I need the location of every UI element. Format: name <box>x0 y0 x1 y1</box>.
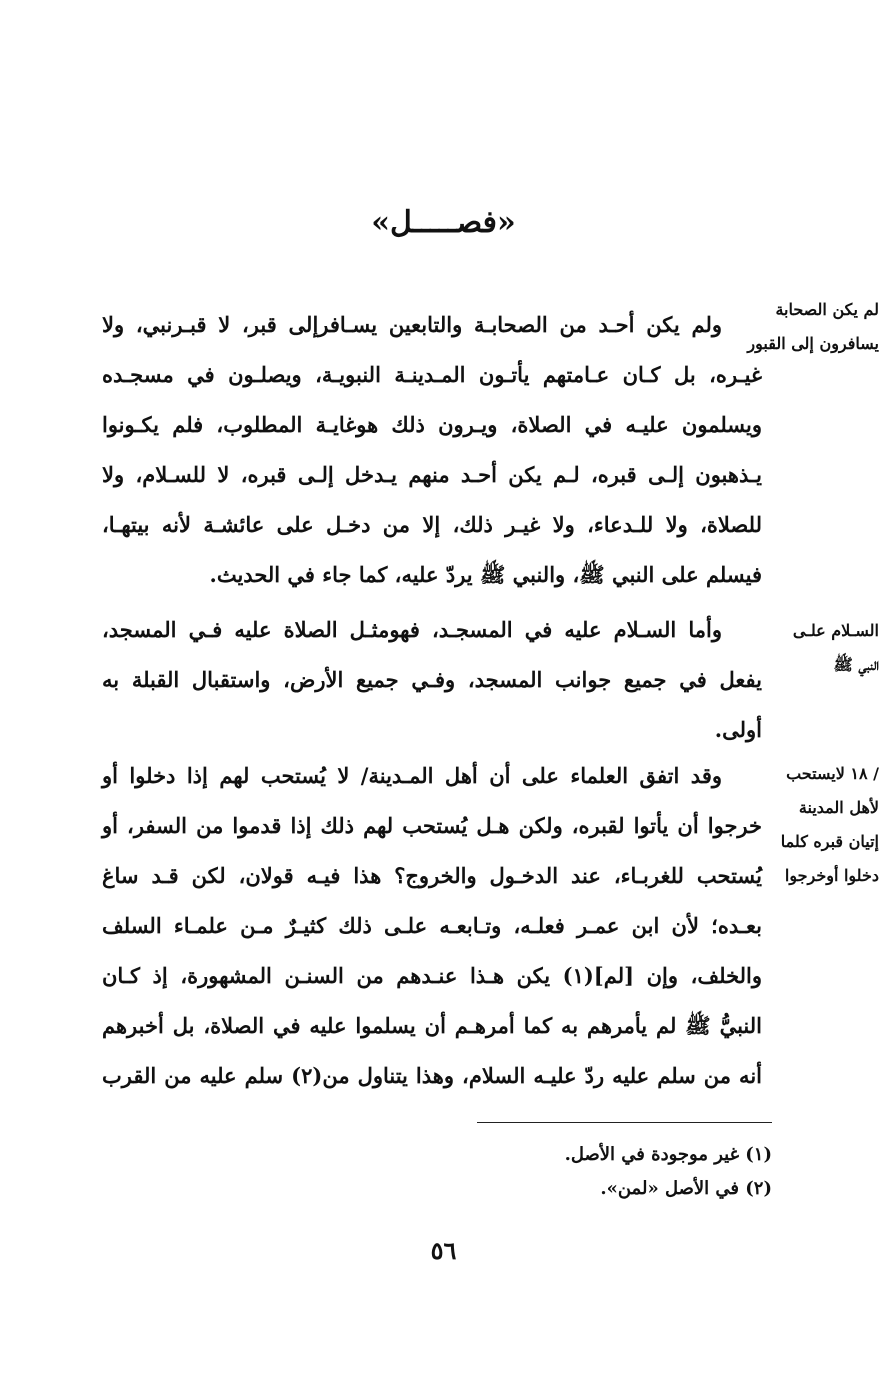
margin-note-line: / ١٨ لايستحب <box>786 764 879 783</box>
margin-note-line: يسافرون إلى القبور <box>747 334 879 353</box>
text-line: للصلاة، ولا للـدعاء، ولا غيـر ذلك، إلا من دخـل على عائشـة لأنه بيتهـا، <box>102 512 762 537</box>
margin-note-line: السـلام علـى <box>792 621 879 640</box>
margin-note-line: النبي ﷺ <box>833 655 879 674</box>
text-line: وأما السـلام عليه في المسجـد، فهومثـل الصلاة عليه فـي المسجد، <box>102 617 722 642</box>
paragraph-1 <box>102 300 762 600</box>
margin-note-line: لم يكن الصحابة <box>775 300 879 319</box>
text-line: والخلف، وإن [لم](١) يكن هـذا عنـدهم من السنـن المشهورة، إذ كـان <box>102 963 762 988</box>
margin-note-3 <box>767 757 879 893</box>
text-line: يـذهبون إلـى قبره، لـم يكن أحـد منهم يـدخل إلـى قبره، لا للسـلام، ولا <box>102 462 762 487</box>
text-line: أولى. <box>714 717 762 742</box>
text-line: يفعل في جميع جوانب المسجد، وفـي جميع الأرض، واستقبال القبلة به <box>102 667 762 692</box>
footnote-2: (٢) في الأصل «لمن». <box>600 1178 772 1199</box>
margin-note-2 <box>767 614 879 682</box>
margin-note-line: لأهل المدينة <box>798 798 879 817</box>
text-line: ويسلمون عليـه في الصلاة، ويـرون ذلك هوغايـة المطلوب، فلم يكـونوا <box>102 412 762 437</box>
text-line: ولم يكن أحـد من الصحابـة والتابعين يسـافرإلى قبر، لا قبـرنبي، ولا <box>102 312 722 337</box>
paragraph-2 <box>102 605 762 755</box>
text-line: وقد اتفق العلماء على أن أهل المـدينة/ لا يُستحب لهم إذا دخلوا أو <box>102 763 722 788</box>
text-line: خرجوا أن يأتوا لقبره، ولكن هـل يُستحب لهم ذلك إذا قدموا من السفر، أو <box>102 813 762 838</box>
margin-note-1 <box>747 293 879 361</box>
text-line: فيسلم على النبي ﷺ، والنبي ﷺ يردّ عليه، كما جاء في الحديث. <box>209 562 762 587</box>
page-number: ٥٦ <box>430 1236 457 1265</box>
text-line: غيـره، بل كـان عـامتهم يأتـون المـدينـة النبويـة، ويصلـون في مسجـده <box>102 362 762 387</box>
margin-note-line: إتيان قبره كلما <box>780 832 879 851</box>
section-title: «فصـــــل» <box>371 205 516 240</box>
text-line: أنه من سلم عليه ردّ عليـه السلام، وهذا يتناول من(٢) سلم عليه من القرب <box>102 1063 762 1088</box>
paragraph-3 <box>102 751 762 1101</box>
footnote-1: (١) غير موجودة في الأصل. <box>564 1144 772 1165</box>
text-line: النبيُّ ﷺ لم يأمرهم به كما أمرهـم أن يسلموا عليه في الصلاة، بل أخبرهم <box>102 1013 762 1038</box>
footnote-divider <box>477 1122 772 1123</box>
text-line: يُستحب للغربـاء، عند الدخـول والخروج؟ هذا فيـه قولان، لكن قـد ساغ <box>102 863 762 888</box>
margin-note-line: دخلوا أوخرجوا <box>784 866 879 885</box>
text-line: بعـده؛ لأن ابن عمـر فعلـه، وتـابعـه علـى ذلك كثيـرٌ مـن علمـاء السلف <box>102 913 762 938</box>
